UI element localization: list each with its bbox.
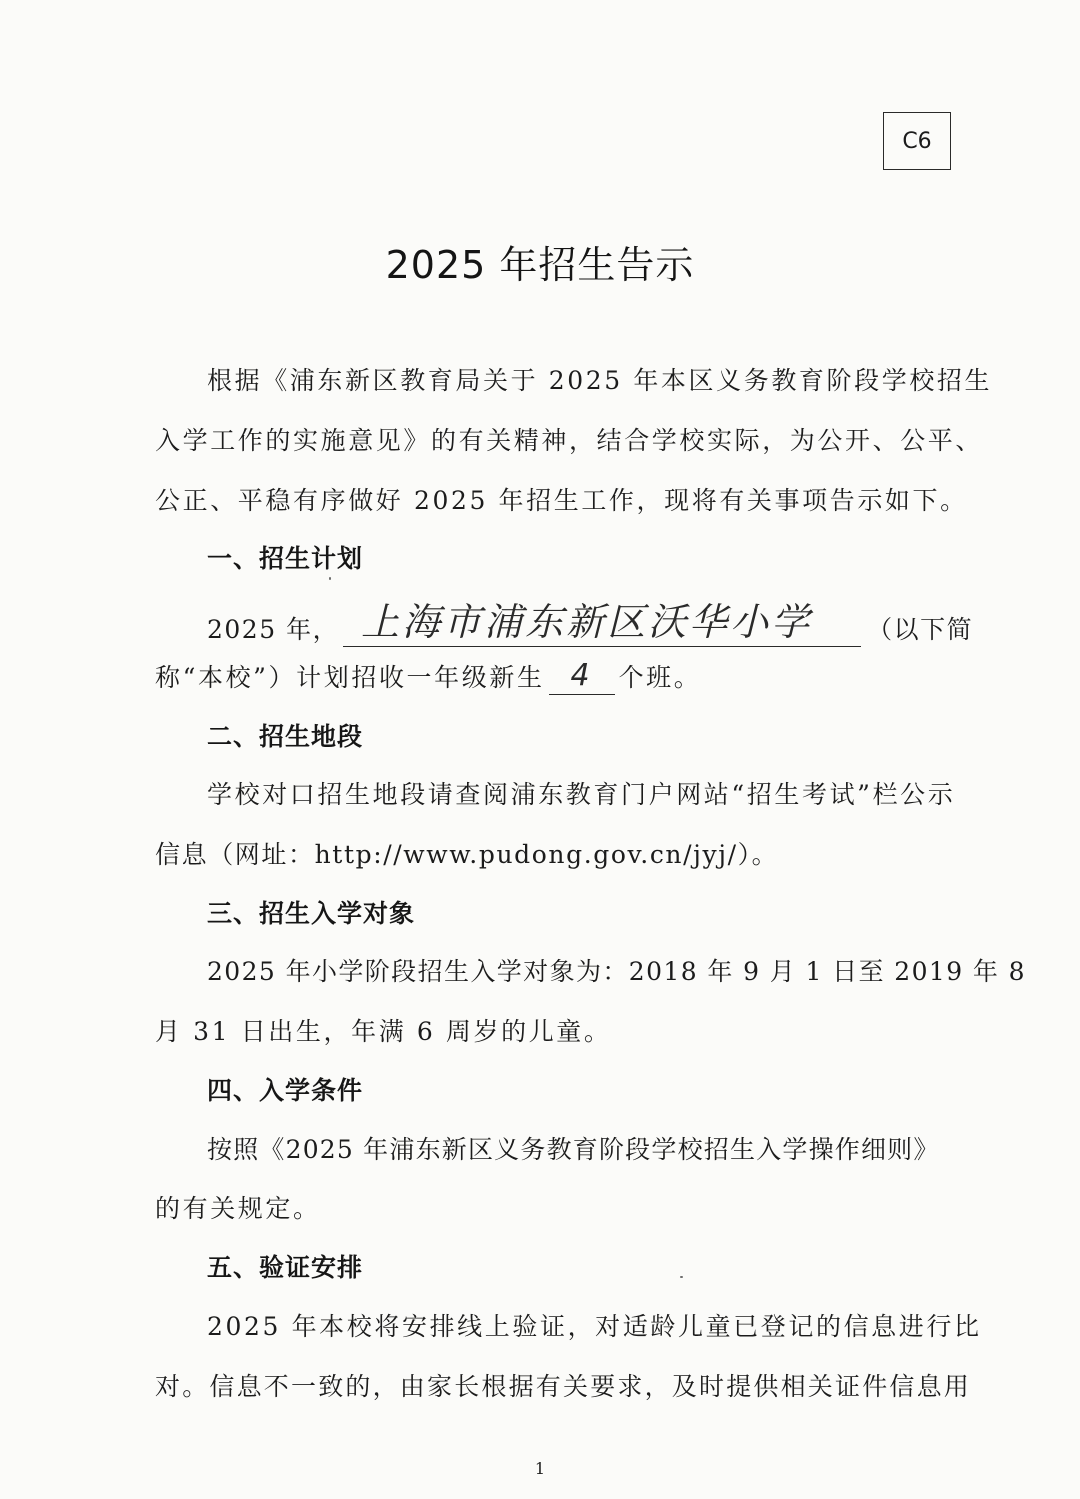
- school-name-handwritten: 上海市浦东新区沃华小学: [361, 600, 813, 644]
- scan-speck: [680, 1276, 683, 1278]
- intro-line-3: 公正、平稳有序做好 2025 年招生工作，现将有关事项告示如下。: [155, 486, 968, 515]
- section2-heading: 二、招生地段: [207, 722, 364, 751]
- section1-heading: 一、招生计划: [207, 544, 364, 573]
- section2-line-1: 学校对口招生地段请查阅浦东教育门户网站“招生考试”栏公示: [207, 780, 956, 809]
- document-code-box: C6: [883, 112, 951, 170]
- section2-line-2: 信息（网址：http://www.pudong.gov.cn/jyj/）。: [155, 840, 779, 869]
- section1-prefix: 2025 年，: [207, 615, 340, 644]
- school-name-fill-line: [343, 600, 861, 647]
- section3-line-1: 2025 年小学阶段招生入学对象为：2018 年 9 月 1 日至 2019 年 8: [207, 957, 1026, 986]
- section3-line-2: 月 31 日出生，年满 6 周岁的儿童。: [155, 1017, 612, 1046]
- section1-suffix: （以下简: [867, 615, 974, 644]
- section4-line-2: 的有关规定。: [155, 1194, 321, 1223]
- class-count-handwritten: 4: [570, 658, 593, 693]
- class-count-fill-line: [549, 660, 615, 695]
- section5-heading: 五、验证安排: [207, 1253, 364, 1282]
- section1-line-1: [207, 600, 974, 647]
- section5-line-2: 对。信息不一致的，由家长根据有关要求，及时提供相关证件信息用: [155, 1372, 972, 1401]
- scan-speck: [329, 577, 331, 580]
- intro-line-2: 入学工作的实施意见》的有关精神，结合学校实际，为公开、公平、: [155, 426, 984, 455]
- section4-heading: 四、入学条件: [207, 1076, 364, 1105]
- page-number: 1: [534, 1459, 546, 1478]
- section5-line-1: 2025 年本校将安排线上验证，对适龄儿童已登记的信息进行比: [207, 1312, 982, 1341]
- document-title: 2025 年招生告示: [385, 243, 695, 287]
- section4-line-1: 按照《2025 年浦东新区义务教育阶段学校招生入学操作细则》: [207, 1135, 940, 1164]
- intro-line-1: 根据《浦东新区教育局关于 2025 年本区义务教育阶段学校招生: [207, 366, 993, 395]
- section1-line-2: [155, 660, 945, 695]
- section1-line2-suffix: 个班。: [618, 663, 702, 692]
- section3-heading: 三、招生入学对象: [207, 899, 416, 928]
- section1-line2-prefix: 称“本校”）计划招收一年级新生: [155, 663, 545, 692]
